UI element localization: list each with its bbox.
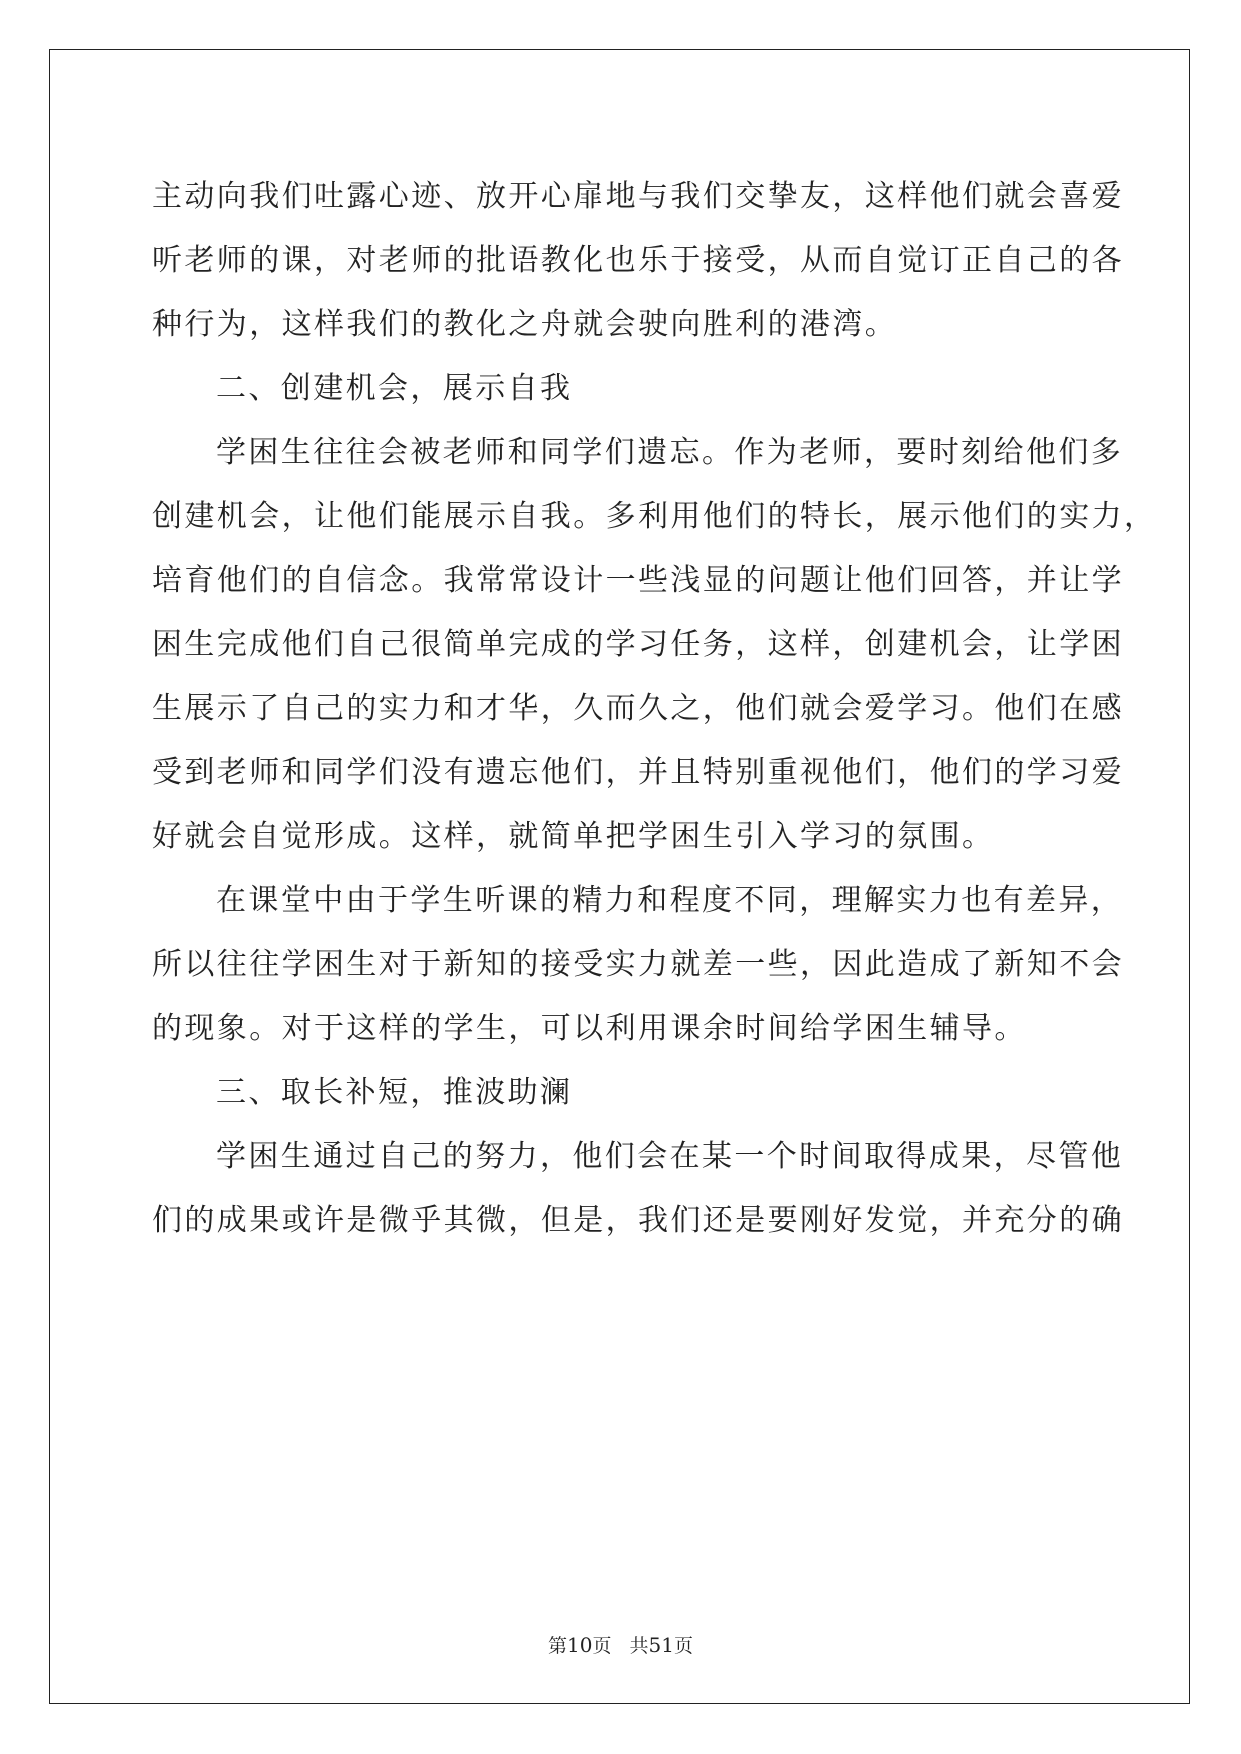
text-line: 受到老师和同学们没有遗忘他们，并且特别重视他们，他们的学习爱 [152, 755, 1124, 790]
text-line: 种行为，这样我们的教化之舟就会驶向胜利的港湾。 [152, 307, 898, 342]
paragraph [152, 421, 1157, 869]
document-body [152, 165, 1157, 1253]
text-line: 二、创建机会，展示自我 [216, 371, 573, 406]
current-page-number: 10 [567, 1633, 593, 1657]
paragraph [152, 869, 1124, 1061]
footer-total-prefix: 共 [629, 1635, 649, 1657]
page-footer [0, 1631, 1241, 1658]
text-line: 三、取长补短，推波助澜 [216, 1075, 573, 1110]
text-line: 困生完成他们自己很简单完成的学习任务，这样，创建机会，让学困 [152, 627, 1124, 662]
paragraph [152, 165, 1124, 357]
paragraph [152, 1061, 1097, 1125]
footer-prefix: 第 [548, 1635, 568, 1657]
total-page-number: 51 [648, 1633, 674, 1657]
text-line: 们的成果或许是微乎其微，但是，我们还是要刚好发觉，并充分的确 [152, 1203, 1124, 1238]
text-line: 学困生往往会被老师和同学们遗忘。作为老师，要时刻给他们多 [216, 435, 1124, 470]
text-line: 创建机会，让他们能展示自我。多利用他们的特长，展示他们的实力， [152, 499, 1157, 534]
text-line: 好就会自觉形成。这样，就简单把学困生引入学习的氛围。 [152, 819, 995, 854]
text-line: 学困生通过自己的努力，他们会在某一个时间取得成果，尽管他 [216, 1139, 1124, 1174]
text-line: 所以往往学困生对于新知的接受实力就差一些，因此造成了新知不会 [152, 947, 1124, 982]
text-line: 主动向我们吐露心迹、放开心扉地与我们交挚友，这样他们就会喜爱 [152, 179, 1124, 214]
text-line: 培育他们的自信念。我常常设计一些浅显的问题让他们回答，并让学 [152, 563, 1124, 598]
text-line: 在课堂中由于学生听课的精力和程度不同，理解实力也有差异， [216, 883, 1124, 918]
text-line: 的现象。对于这样的学生，可以利用课余时间给学困生辅导。 [152, 1011, 1027, 1046]
text-line: 听老师的课，对老师的批语教化也乐于接受，从而自觉订正自己的各 [152, 243, 1124, 278]
footer-mid: 页 [592, 1635, 612, 1657]
paragraph [152, 357, 1097, 421]
footer-suffix: 页 [673, 1635, 693, 1657]
paragraph [152, 1125, 1124, 1253]
text-line: 生展示了自己的实力和才华，久而久之，他们就会爱学习。他们在感 [152, 691, 1124, 726]
